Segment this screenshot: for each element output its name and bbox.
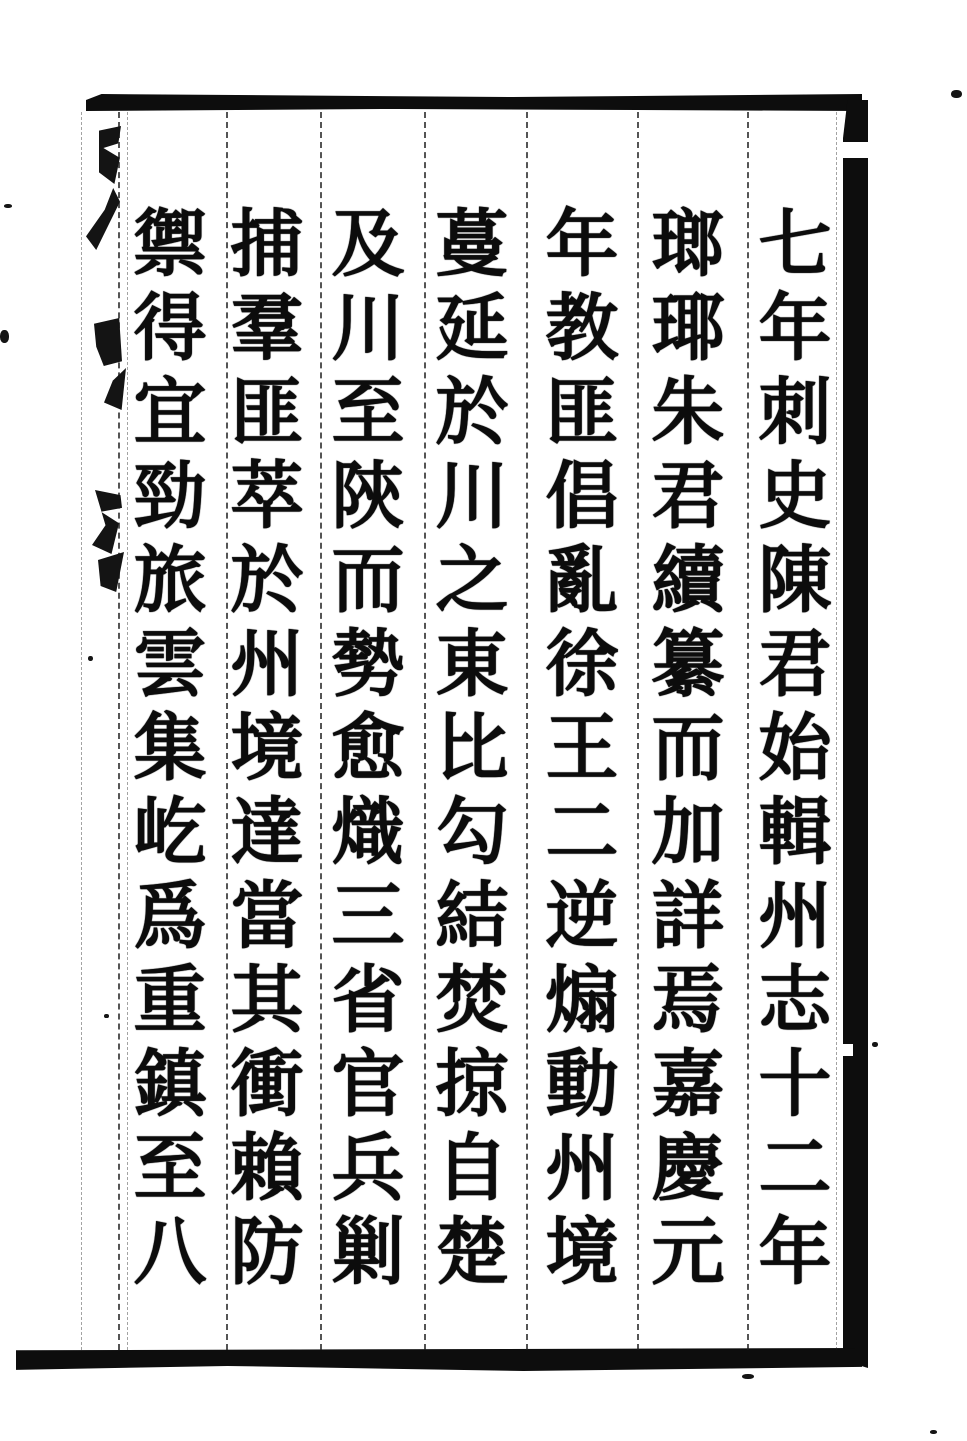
- glyph: 焉: [651, 956, 725, 1043]
- glyph: 萃: [230, 452, 304, 539]
- glyph: 州: [230, 620, 304, 707]
- ink-speck: [951, 90, 962, 98]
- glyph: 二: [545, 788, 619, 875]
- glyph: 得: [133, 284, 207, 371]
- glyph: 慶: [651, 1124, 725, 1211]
- gutter-fragment: [86, 188, 120, 250]
- glyph: 七: [758, 200, 832, 287]
- glyph: 匪: [230, 368, 304, 455]
- glyph: 自: [435, 1124, 509, 1211]
- gutter-rule: [81, 112, 82, 1350]
- glyph: 重: [133, 956, 207, 1043]
- glyph: 於: [230, 536, 304, 623]
- glyph: 二: [758, 1124, 832, 1211]
- glyph: 嘉: [651, 1040, 725, 1127]
- glyph: 其: [230, 956, 304, 1043]
- glyph: 達: [230, 788, 304, 875]
- glyph: 教: [545, 284, 619, 371]
- glyph: 剿: [331, 1208, 405, 1295]
- text-column-2: [635, 202, 741, 1302]
- glyph: 衝: [230, 1040, 304, 1127]
- glyph: 而: [331, 536, 405, 623]
- glyph: 鎮: [133, 1040, 207, 1127]
- glyph: 州: [758, 872, 832, 959]
- glyph: 勢: [331, 620, 405, 707]
- glyph: 而: [651, 704, 725, 791]
- glyph: 煽: [545, 956, 619, 1043]
- glyph: 輯: [758, 788, 832, 875]
- glyph: 賴: [230, 1124, 304, 1211]
- glyph: 延: [435, 284, 509, 371]
- ink-speck: [742, 1374, 754, 1379]
- ink-speck: [872, 1042, 878, 1047]
- glyph: 結: [435, 872, 509, 959]
- glyph: 於: [435, 368, 509, 455]
- text-column-6: [214, 202, 320, 1302]
- glyph: 王: [545, 704, 619, 791]
- glyph: 刺: [758, 368, 832, 455]
- glyph: 三: [331, 872, 405, 959]
- glyph: 詳: [651, 872, 725, 959]
- glyph: 集: [133, 704, 207, 791]
- glyph: 楚: [435, 1208, 509, 1295]
- text-column-4: [419, 202, 525, 1302]
- glyph: 纂: [651, 620, 725, 707]
- glyph: 兵: [331, 1124, 405, 1211]
- glyph: 志: [758, 956, 832, 1043]
- text-column-3: [529, 202, 635, 1302]
- glyph: 亂: [545, 536, 619, 623]
- glyph: 掠: [435, 1040, 509, 1127]
- glyph: 州: [545, 1124, 619, 1211]
- glyph: 元: [651, 1208, 725, 1295]
- column-separator: [526, 112, 528, 1350]
- glyph: 川: [435, 452, 509, 539]
- glyph: 旅: [133, 536, 207, 623]
- glyph: 境: [545, 1208, 619, 1295]
- glyph: 瑯: [651, 200, 725, 287]
- glyph: 東: [435, 620, 509, 707]
- glyph: 倡: [545, 452, 619, 539]
- glyph: 陳: [758, 536, 832, 623]
- glyph: 境: [230, 704, 304, 791]
- glyph: 愈: [331, 704, 405, 791]
- glyph: 朱: [651, 368, 725, 455]
- glyph: 爲: [133, 872, 207, 959]
- glyph: 之: [435, 536, 509, 623]
- glyph: 官: [331, 1040, 405, 1127]
- glyph: 焚: [435, 956, 509, 1043]
- text-column-7: [117, 202, 223, 1302]
- glyph: 勁: [133, 452, 207, 539]
- text-column-5: [315, 202, 421, 1302]
- text-column-1: [742, 202, 848, 1302]
- glyph: 川: [331, 284, 405, 371]
- ink-speck: [930, 1430, 937, 1434]
- glyph: 逆: [545, 872, 619, 959]
- glyph: 匪: [545, 368, 619, 455]
- glyph: 瑘: [651, 284, 725, 371]
- glyph: 年: [758, 284, 832, 371]
- glyph: 陝: [331, 452, 405, 539]
- glyph: 禦: [133, 200, 207, 287]
- glyph: 始: [758, 704, 832, 791]
- ink-speck: [0, 330, 9, 343]
- glyph: 君: [758, 620, 832, 707]
- glyph: 至: [133, 1124, 207, 1211]
- border-scan-gap: [843, 142, 868, 158]
- glyph: 防: [230, 1208, 304, 1295]
- glyph: 至: [331, 368, 405, 455]
- glyph: 屹: [133, 788, 207, 875]
- glyph: 宜: [133, 368, 207, 455]
- glyph: 捕: [230, 200, 304, 287]
- glyph: 八: [133, 1208, 207, 1295]
- glyph: 動: [545, 1040, 619, 1127]
- glyph: 年: [758, 1208, 832, 1295]
- glyph: 蔓: [435, 200, 509, 287]
- ink-speck: [88, 656, 93, 661]
- glyph: 比: [435, 704, 509, 791]
- glyph: 雲: [133, 620, 207, 707]
- ink-speck: [4, 204, 12, 208]
- glyph: 續: [651, 536, 725, 623]
- frame-top-border: [86, 94, 862, 111]
- glyph: 史: [758, 452, 832, 539]
- glyph: 加: [651, 788, 725, 875]
- glyph: 年: [545, 200, 619, 287]
- glyph: 徐: [545, 620, 619, 707]
- glyph: 熾: [331, 788, 405, 875]
- glyph: 當: [230, 872, 304, 959]
- glyph: 羣: [230, 284, 304, 371]
- glyph: 十: [758, 1040, 832, 1127]
- frame-bottom-border: [16, 1348, 862, 1371]
- gutter-fragment: [94, 318, 122, 366]
- glyph: 省: [331, 956, 405, 1043]
- glyph: 君: [651, 452, 725, 539]
- glyph: 及: [331, 200, 405, 287]
- ink-speck: [104, 1014, 109, 1018]
- glyph: 勾: [435, 788, 509, 875]
